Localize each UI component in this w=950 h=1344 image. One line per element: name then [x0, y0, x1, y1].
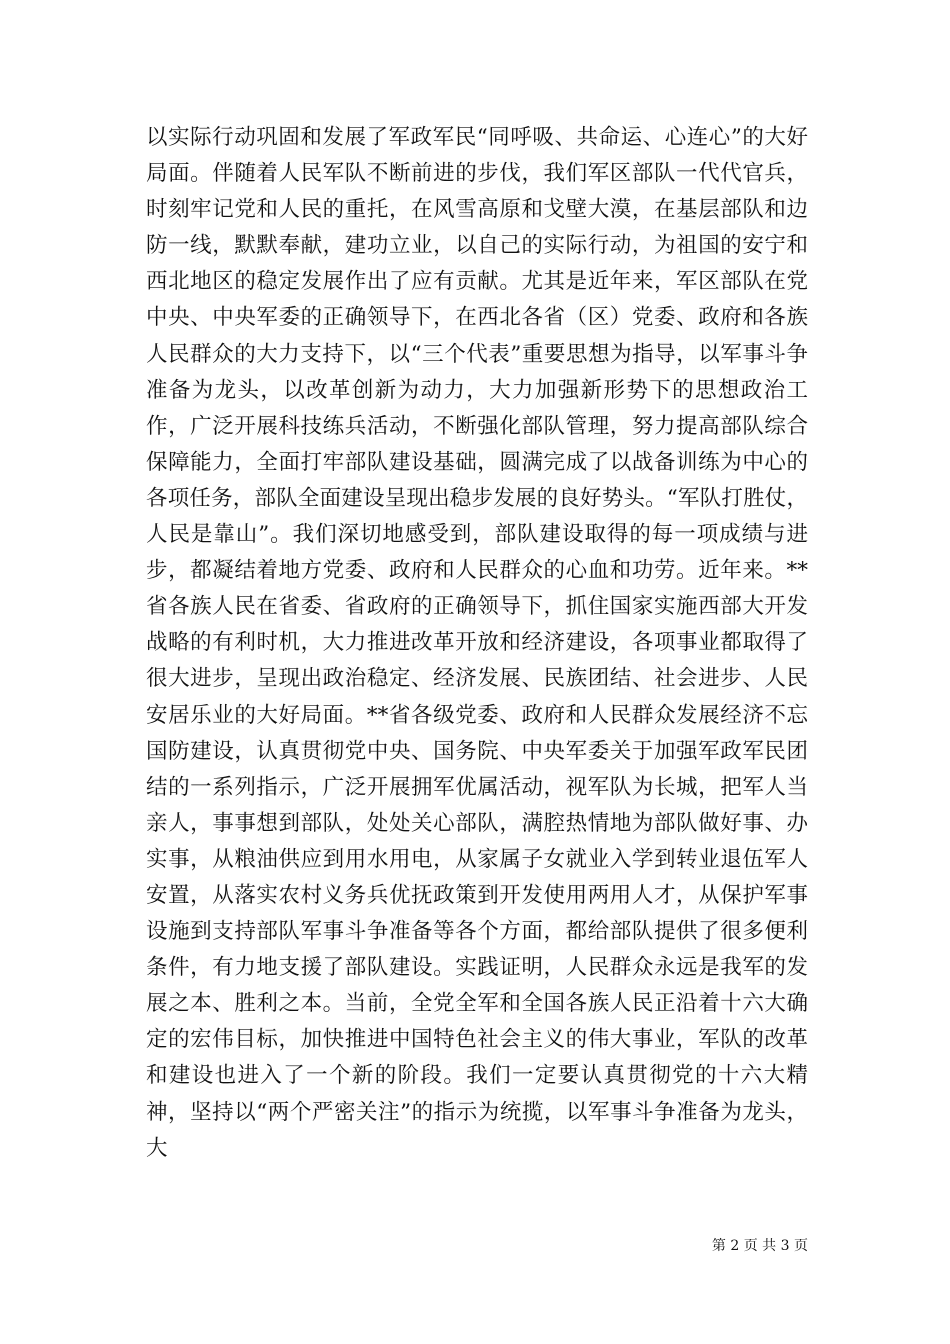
body-paragraph: 以实际行动巩固和发展了军政军民“同呼吸、共命运、心连心”的大好局面。伴随着人民军队不断前进的步伐，我们军区部队一代代官兵，时刻牢记党和人民的重托，在风雪高原和戈壁大漠，在基层部队和边防一线，默默奉献，建功立业，以自己的实际行动，为祖国的安宁和西北地区的稳定发展作出了应有贡献。尤其是近年来，军区部队在党中央、中央军委的正确领导下，在西北各省（区）党委、政府和各族人民群众的大力支持下，以“三个代表”重要思想为指导，以军事斗争准备为龙头，以改革创新为动力，大力加强新形势下的思想政治工作，广泛开展科技练兵活动，不断强化部队管理，努力提高部队综合保障能力，全面打牢部队建设基础，圆满完成了以战备训练为中心的各项任务，部队全面建设呈现出稳步发展的良好势头。“军队打胜仗，人民是靠山”。我们深切地感受到，部队建设取得的每一项成绩与进步，都凝结着地方党委、政府和人民群众的心血和功劳。近年来。**省各族人民在省委、省政府的正确领导下，抓住国家实施西部大开发战略的有利时机，大力推进改革开放和经济建设，各项事业都取得了很大进步，呈现出政治稳定、经济发展、民族团结、社会进步、人民安居乐业的大好局面。**省各级党委、政府和人民群众发展经济不忘国防建设，认真贯彻党中央、国务院、中央军委关于加强军政军民团结的一系列指示，广泛开展拥军优属活动，视军队为长城，把军人当亲人，事事想到部队，处处关心部队，满腔热情地为部队做好事、办实事，从粮油供应到用水用电，从家属子女就业入学到转业退伍军人安置，从落实农村义务兵优抚政策到开发使用两用人才，从保护军事设施到支持部队军事斗争准备等各个方面，都给部队提供了很多便利条件，有力地支援了部队建设。实践证明，人民群众永远是我军的发展之本、胜利之本。当前，全党全军和全国各族人民正沿着十六大确定的宏伟目标，加快推进中国特色社会主义的伟大事业，军队的改革和建设也进入了一个新的阶段。我们一定要认真贯彻党的十六大精神，坚持以“两个严密关注”的指示为统揽，以军事斗争准备为龙头，大 [146, 125, 808, 1161]
page-number-footer: 第 2 页 共 3 页 [711, 1238, 808, 1254]
